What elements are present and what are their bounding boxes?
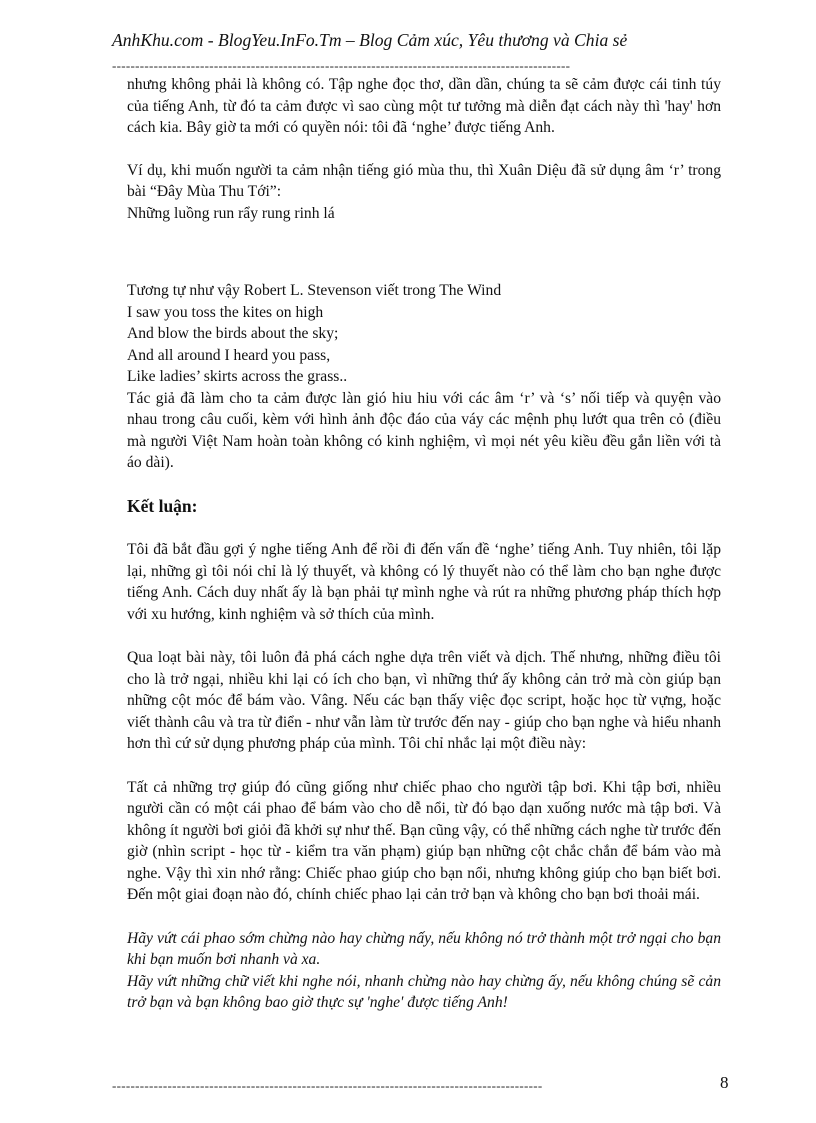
paragraph-3-intro: Tương tự như vậy Robert L. Stevenson viết trong The Wind [127,282,502,299]
poem-english-line-4: Like ladies’ skirts across the grass.. [127,368,348,385]
page-header-title: AnhKhu.com - BlogYeu.InFo.Tm – Blog Cảm xúc, Yêu thương và Chia sẻ [112,30,628,50]
page-number: 8 [720,1073,729,1092]
paragraph-1: nhưng không phải là không có. Tập nghe đọc thơ, dần dần, chúng ta sẽ cảm được cái tinh túy của tiếng Anh, từ đó ta cảm được vì sao cùng một tư tưởng mà diễn đạt cách này thì 'hay' hơn cách kia. Bây giờ ta mới có quyền nói: tôi đã ‘nghe’ được tiếng Anh. [127,76,721,136]
italic-advice-2: Hãy vứt những chữ viết khi nghe nói, nhanh chừng nào hay chừng ấy, nếu không chúng sẽ cản trở bạn và bạn không bao giờ thực sự 'nghe' được tiếng Anh! [127,972,721,1011]
paragraph-2: Ví dụ, khi muốn người ta cảm nhận tiếng gió mùa thu, thì Xuân Diệu đã sử dụng âm ‘r’ trong bài “Đây Mùa Thu Tới”: [127,161,721,200]
italic-advice-1: Hãy vứt cái phao sớm chừng nào hay chừng nấy, nếu không nó trở thành một trở ngại cho bạn khi bạn muốn bơi nhanh và xa. [127,929,721,968]
poem-english-line-3: And all around I heard you pass, [127,346,331,364]
header-divider: --------------------------------------------------------------------------------------------------- [112,58,571,73]
page-content [127,74,721,1014]
section-heading-conclusion: Kết luận: [127,495,198,516]
poem-english-line-2: And blow the birds about the sky; [127,325,339,342]
poem-english-line-1: I saw you toss the kites on high [127,303,324,321]
paragraph-5: Tôi đã bắt đầu gợi ý nghe tiếng Anh để rồi đi đến vấn đề ‘nghe’ tiếng Anh. Tuy nhiên, tôi lặp lại, những gì tôi nói chỉ là lý thuyết, và không có lý thuyết nào có thể làm cho bạn nghe được tiếng Anh. Cách duy nhất ấy là bạn phải tự mình nghe và rút ra những phương pháp thích hợp với xu hướng, kinh nghiệm và sở thích của mình. [127,541,721,623]
paragraph-6: Qua loạt bài này, tôi luôn đả phá cách nghe dựa trên viết và dịch. Thế nhưng, những điều tôi cho là trở ngại, nhiều khi lại có ích cho bạn, vì những thứ ấy không cản trở mà còn giúp bạn những cột móc để bám vào. Vâng. Nếu các bạn thấy việc đọc script, hoặc học từ vựng, hoặc viết thành câu và tra từ điển - như vẫn làm từ trước đến nay - giúp cho bạn nghe và hiểu nhanh hơn thì cứ sử dụng phương pháp của mình. Tôi chỉ nhắc lại một điều này: [127,649,721,752]
footer-divider: --------------------------------------------------------------------------------------------- [112,1078,543,1093]
poem-vietnamese-line: Những luồng run rẩy rung rinh lá [127,204,335,222]
paragraph-4: Tác giả đã làm cho ta cảm được làn gió hiu hiu với các âm ‘r’ và ‘s’ nối tiếp và quyện vào nhau trong câu cuối, kèm với hình ảnh độc đáo của váy các mệnh phụ lướt qua trên cỏ (điều mà người Việt Nam hoàn toàn không có kinh nghiệm, vì mọi nét yêu kiều đều gắn liền với tà áo dài). [127,389,721,471]
paragraph-7: Tất cả những trợ giúp đó cũng giống như chiếc phao cho người tập bơi. Khi tập bơi, nhiều người cần có một cái phao để bám vào cho dễ nổi, từ đó bạo dạn xuống nước mà tập bơi. Và không ít người bơi giỏi đã khởi sự như thế. Bạn cũng vậy, có thể những cách nghe từ trước đến giờ (nhìn script - học từ - kiểm tra văn phạm) giúp bạn những cột chắc chắn để bám vào mà nghe. Vậy thì xin nhớ rằng: Chiếc phao giúp cho bạn nổi, nhưng không giúp cho bạn biết bơi. Đến một giai đoạn nào đó, chính chiếc phao lại cản trở bạn và không cho bạn bơi thoải mái. [127,778,721,903]
